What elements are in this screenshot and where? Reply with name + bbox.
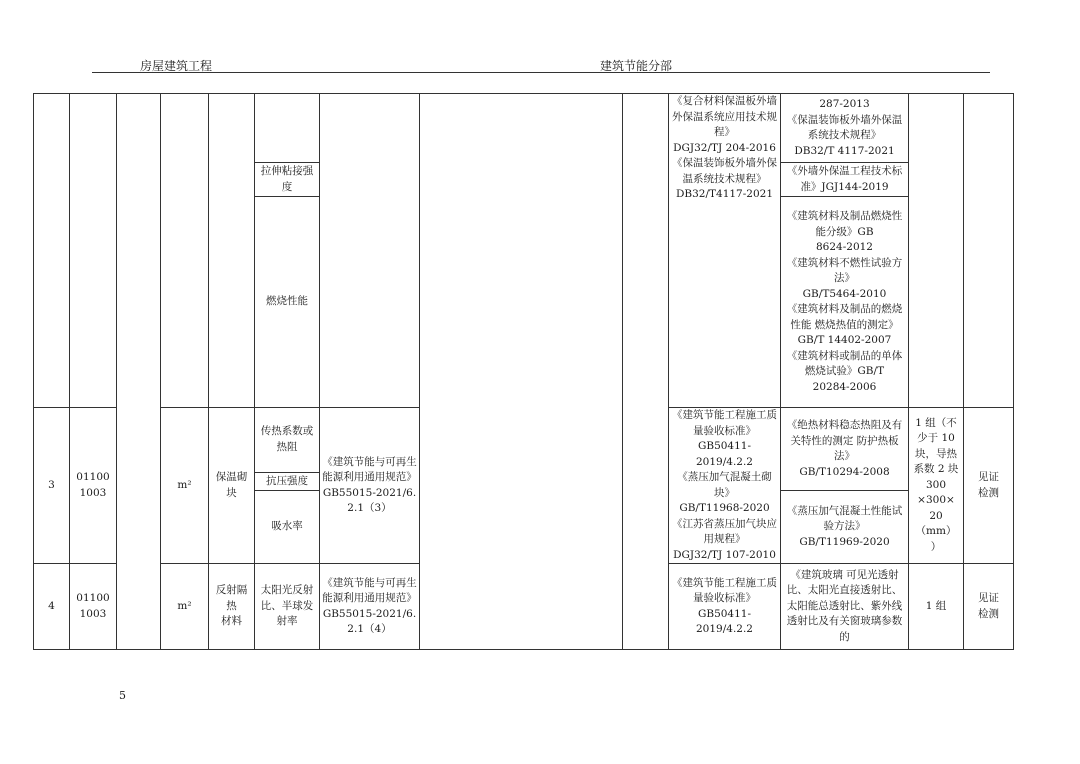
cell-unit [161,94,209,408]
code-line: 1003 [79,607,107,620]
cell-no: 4 [34,564,70,650]
page-number: 5 [119,689,126,702]
sampling-line: ） [930,540,942,553]
cell-acceptance-std [669,564,781,650]
method-line: 见证 [978,592,999,604]
cell-material [209,564,255,650]
design-std-line: 《建筑节能与可再生能源利用通用规范》 [322,576,417,604]
cell-test-std: 《外墙外保温工程技术标准》JGJ144-2019 [781,163,909,197]
cell-param: 传热系数或热阻 [255,408,320,473]
cell-design-std [320,408,420,564]
cell-param: 拉伸粘接强度 [255,163,320,197]
cell-sampling: 1 组 [909,564,964,650]
design-std-line: 《建筑节能与可再生能源利用通用规范》 [322,455,417,483]
acceptance-std-line: GB50411-2019/4.2.2 [696,607,753,635]
cell-material: 保温砌块 [209,408,255,564]
sampling-line: 1 组（不少于 10 块，导热系数 2 块 300 [913,416,959,491]
test-std-line: 《蒸压加气混凝土性能试验方法》 [786,504,903,533]
cell-material [209,94,255,408]
acceptance-std-line: 《建筑节能工程施工质量验收标准》 [672,409,777,437]
code-line: 1003 [79,486,107,499]
cell-blank-merged [117,94,161,650]
test-std-line: DB32/T 4117-2021 [794,144,895,157]
acceptance-std-line: 《建筑节能工程施工质量验收标准》 [672,576,777,604]
code-line: 01100 [76,592,110,604]
test-std-line: 287-2013 [819,98,870,110]
cell-param: 太阳光反射比、半球发射率 [255,564,320,650]
acceptance-std-line: DGJ32/TJ 204-2016 [673,141,776,154]
cell-test-std [781,491,909,564]
cell-code [70,564,117,650]
test-std-line: 《建筑材料或制品的单体燃烧试验》GB/T [786,349,903,377]
material-line: 反射隔 [215,584,248,597]
header-division: 建筑节能分部 [600,59,673,73]
test-std-line: 《绝热材料稳态热阻及有关特性的测定 防护热板法》 [786,419,903,463]
design-std-line: GB55015-2021/6. [322,486,417,499]
cell-method [964,408,1014,564]
cell-param: 抗压强度 [255,472,320,490]
inspection-table [33,93,1014,650]
cell-sampling [909,94,964,408]
cell-acceptance-std [669,94,781,408]
acceptance-std-line: GB/T11968-2020 [679,502,770,514]
method-line: 见证 [978,471,999,483]
cell-no: 3 [34,408,70,564]
cell-blank-narrow [623,94,669,650]
cell-param: 燃烧性能 [255,197,320,408]
cell-sampling [909,408,964,564]
test-std-line: GB/T5464-2010 [802,287,887,300]
cell-param: 吸水率 [255,491,320,564]
acceptance-std-line: 《江苏省蒸压加气块应用规程》 [672,517,777,545]
acceptance-std-line: 《保温装饰板外墙外保温系统技术规程》 [672,157,777,185]
design-std-line: 2.1（3） [347,502,392,514]
cell-no [34,94,70,408]
acceptance-std-line: DGJ32/TJ 107-2010 [673,548,776,561]
cell-method [964,564,1014,650]
test-std-line: 《建筑材料不燃性试验方法》 [786,256,903,284]
cell-design-std [320,564,420,650]
sampling-line: 20 [929,509,943,522]
sampling-line: ×300× [917,494,955,507]
design-std-line: 2.1（4） [347,623,392,635]
acceptance-std-line: 《复合材料保温板外墙外保温系统应用技术规程》 [672,95,777,138]
header-rule [92,72,990,73]
cell-test-std [781,94,909,163]
cell-param-empty [255,94,320,163]
test-std-line: 《保温装饰板外墙外保温系统技术规程》 [786,113,903,141]
test-std-line: 20284-2006 [812,380,877,393]
table-row [34,94,1014,163]
design-std-line: GB55015-2021/6. [322,607,417,620]
acceptance-std-line: 《蒸压加气混凝土砌块》 [677,471,772,499]
cell-test-std [781,408,909,491]
header-project-type: 房屋建筑工程 [140,59,213,73]
test-std-line: GB/T10294-2008 [799,465,890,478]
cell-method [964,94,1014,408]
cell-unit: m² [161,408,209,564]
material-line: 热 [226,599,237,612]
cell-design-std [320,94,420,408]
cell-test-std [781,197,909,408]
sampling-line: （mm） [915,525,957,538]
acceptance-std-line: GB50411-2019/4.2.2 [696,440,753,468]
test-std-line: 8624-2012 [816,241,873,253]
code-line: 01100 [76,471,110,483]
cell-code [70,94,117,408]
cell-blank-wide [420,94,623,650]
cell-code [70,408,117,564]
cell-test-std: 《建筑玻璃 可见光透射比、太阳光直接透射比、太阳能总透射比、紫外线透射比及有关窗玻璃参数的 [781,564,909,650]
cell-acceptance-std [669,408,781,564]
method-line: 检测 [978,607,999,620]
acceptance-std-line: DB32/T4117-2021 [675,188,774,200]
test-std-line: 《建筑材料及制品燃烧性能分级》GB [786,210,903,238]
cell-unit: m² [161,564,209,650]
test-std-line: 《建筑材料及制品的燃烧性能 燃烧热值的测定》GB/T 14402-2007 [786,303,903,346]
test-std-line: GB/T11969-2020 [799,535,890,548]
material-line: 材料 [221,615,242,628]
method-line: 检测 [978,486,999,499]
